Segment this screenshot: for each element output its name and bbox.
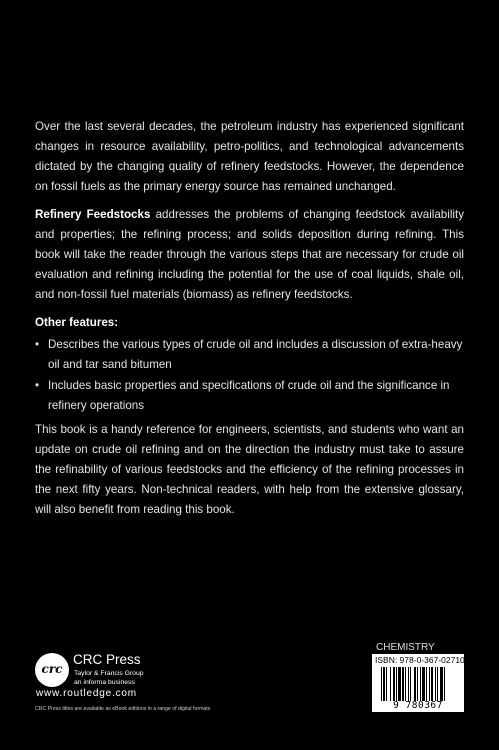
book-title-inline: Refinery Feedstocks bbox=[35, 208, 151, 221]
barcode-bars-icon bbox=[381, 667, 461, 701]
description-paragraph-3: This book is a handy reference for engineers, scientists, and students who want an update on crude oil refining and on the direction the industry must take to assure the refinability of various feedstocks and the efficiency of the refining processes in the next fifty years. Non-technical readers, with help from the extensive glossary, will also benefit from reading this book. bbox=[35, 423, 464, 516]
publisher-group: Taylor & Francis Group bbox=[74, 670, 144, 677]
feature-item bbox=[35, 335, 464, 375]
isbn-label: ISBN: 978-0-367-02710-0 bbox=[375, 655, 473, 665]
publisher-business: an informa business bbox=[74, 679, 135, 686]
features-heading: Other features: bbox=[35, 316, 119, 329]
description-paragraph-2 bbox=[35, 205, 464, 305]
bullet-icon: • bbox=[35, 379, 40, 392]
publisher-website: www.routledge.com bbox=[36, 688, 137, 699]
crc-logo-icon bbox=[35, 653, 69, 687]
feature-text: Describes the various types of crude oil and includes a discussion of extra-heavy oil and tar sand bitumen bbox=[48, 338, 463, 371]
bullet-icon: • bbox=[35, 338, 40, 351]
logo-text: crc bbox=[41, 662, 63, 676]
barcode-digits: 9 780367 027100 bbox=[393, 700, 443, 722]
description-paragraph-1: Over the last several decades, the petroleum industry has experienced significant changes in resource availability, petro-politics, and technological advancements dictated by the changing quality of refinery feedstocks. However, the dependence on fossil fuels as the primary energy source has remained unchanged. bbox=[35, 120, 464, 193]
ebook-note: CRC Press titles are available as eBook editions in a range of digital formats bbox=[35, 706, 211, 712]
barcode bbox=[372, 654, 473, 722]
publisher-name: CRC Press bbox=[73, 652, 141, 667]
feature-text: Includes basic properties and specifications of crude oil and the significance in refinery operations bbox=[48, 379, 450, 412]
subject-category: CHEMISTRY bbox=[376, 642, 435, 653]
paragraph-2-text: addresses the problems of changing feedstock availability and properties; the refining process; and solids deposition during refining. This book will take the reader through the various steps that are necessary for crude oil evaluation and refining including the potential for the use of coal liquids, shale oil, and non-fossil fuel materials (biomass) as refinery feedstocks. bbox=[35, 208, 464, 301]
feature-item bbox=[35, 376, 464, 416]
